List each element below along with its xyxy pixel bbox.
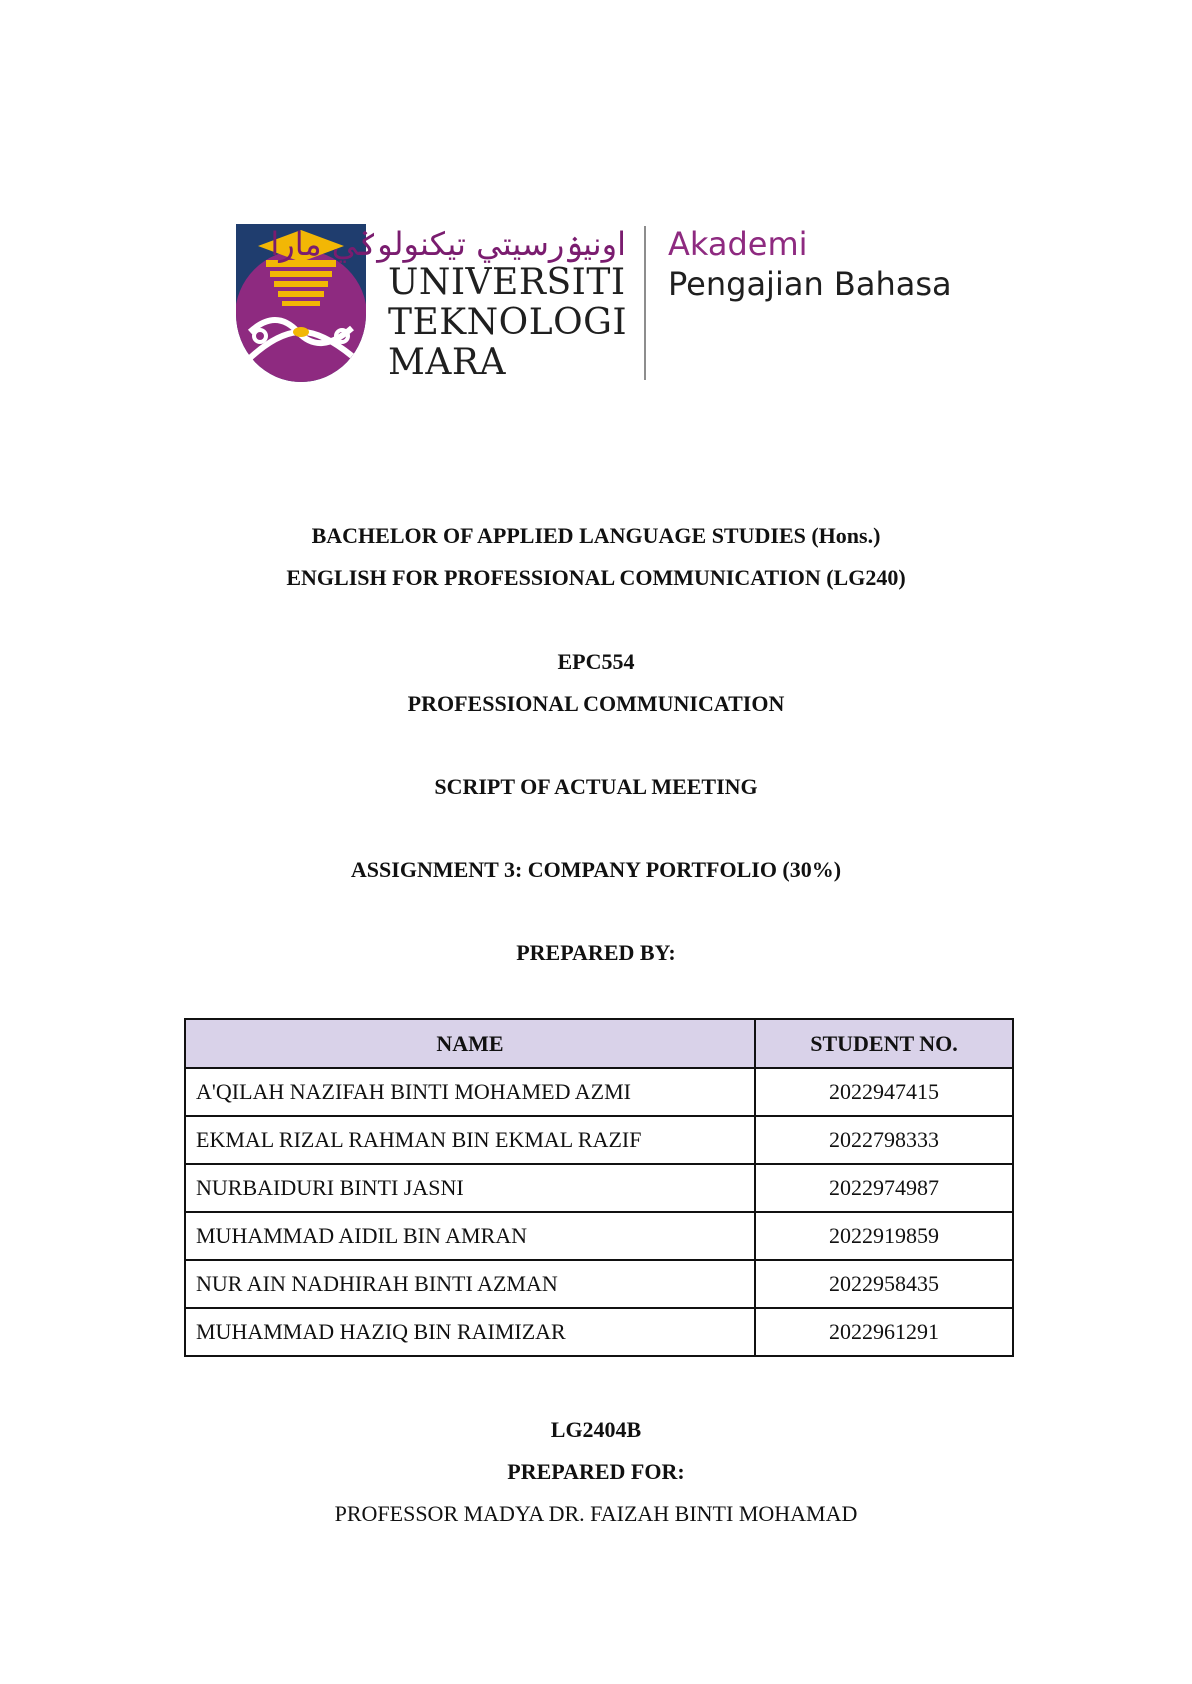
logo-akademi-text: Akademi [668, 225, 808, 263]
table-row [185, 1308, 1013, 1356]
table-row [185, 1068, 1013, 1116]
member-name: EKMAL RIZAL RAHMAN BIN EKMAL RAZIF [185, 1116, 755, 1164]
prepared-for-label: PREPARED FOR: [507, 1459, 685, 1484]
member-student-no: 2022961291 [755, 1308, 1013, 1356]
member-student-no: 2022958435 [755, 1260, 1013, 1308]
logo-universiti-text: UNIVERSITI [388, 262, 626, 303]
lecturer-name: PROFESSOR MADYA DR. FAIZAH BINTI MOHAMAD [334, 1501, 858, 1526]
prepared-by-label: PREPARED BY: [516, 940, 676, 965]
member-name: MUHAMMAD HAZIQ BIN RAIMIZAR [185, 1308, 755, 1356]
programme-subtitle: ENGLISH FOR PROFESSIONAL COMMUNICATION (LG240) [286, 565, 906, 590]
script-title: SCRIPT OF ACTUAL MEETING [434, 774, 758, 799]
member-name: MUHAMMAD AIDIL BIN AMRAN [185, 1212, 755, 1260]
group-code: LG2404B [550, 1417, 642, 1442]
course-code: EPC554 [557, 649, 635, 674]
uitm-apb-logo [236, 224, 966, 384]
table-header-row [185, 1019, 1013, 1068]
table-row [185, 1116, 1013, 1164]
logo-teknologi-text: TEKNOLOGI [388, 302, 628, 343]
assignment-title: ASSIGNMENT 3: COMPANY PORTFOLIO (30%) [350, 857, 842, 882]
member-student-no: 2022798333 [755, 1116, 1013, 1164]
member-student-no: 2022919859 [755, 1212, 1013, 1260]
student-no-column-header: STUDENT NO. [755, 1019, 1013, 1068]
course-name: PROFESSIONAL COMMUNICATION [407, 691, 785, 716]
programme-title: BACHELOR OF APPLIED LANGUAGE STUDIES (Hons.) [311, 523, 881, 548]
member-name: A'QILAH NAZIFAH BINTI MOHAMED AZMI [185, 1068, 755, 1116]
logo-pengajian-bahasa-text: Pengajian Bahasa [668, 265, 952, 303]
logo-mara-text: MARA [388, 342, 506, 383]
table-row [185, 1260, 1013, 1308]
table-row [185, 1212, 1013, 1260]
table-row [185, 1164, 1013, 1212]
name-column-header: NAME [185, 1019, 755, 1068]
logo-divider [644, 226, 646, 380]
member-name: NUR AIN NADHIRAH BINTI AZMAN [185, 1260, 755, 1308]
member-name: NURBAIDURI BINTI JASNI [185, 1164, 755, 1212]
logo-jawi-text: اونيۏرسيتي تيکنولوݢي مارا [270, 225, 626, 263]
member-student-no: 2022974987 [755, 1164, 1013, 1212]
member-student-no: 2022947415 [755, 1068, 1013, 1116]
members-table [184, 1018, 1014, 1357]
